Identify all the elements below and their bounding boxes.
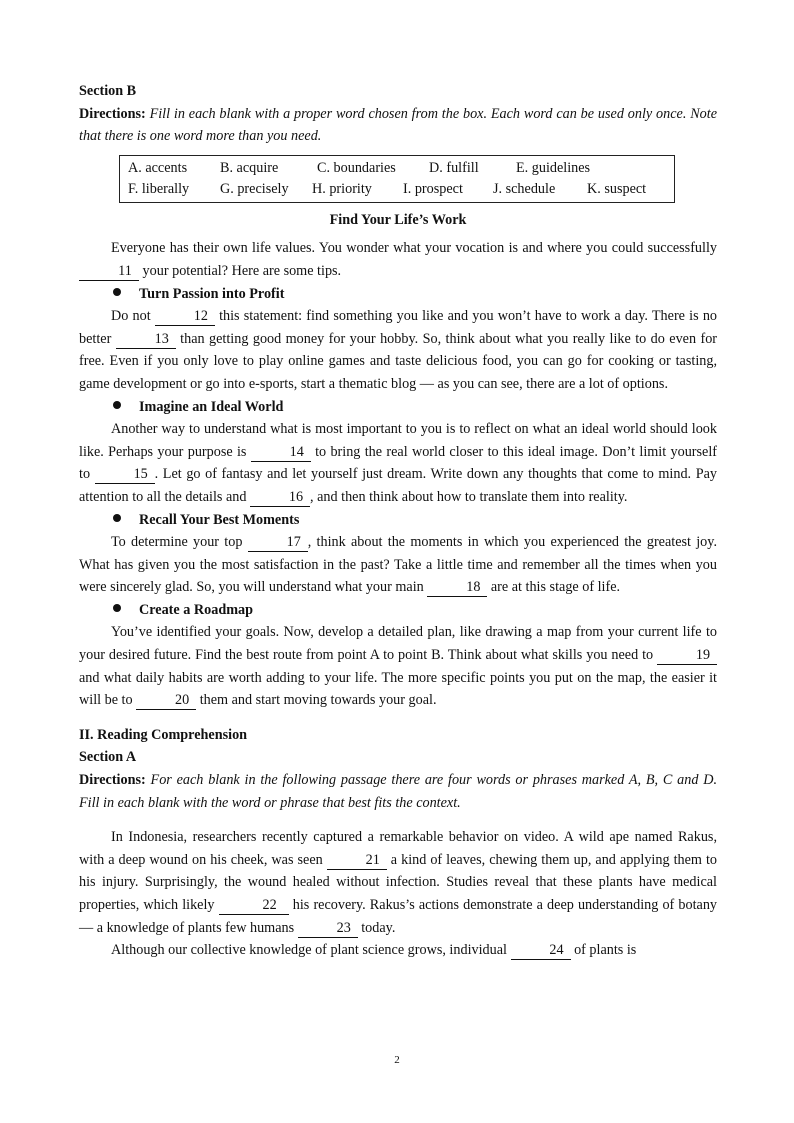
word-option: A. accents — [128, 159, 188, 176]
bullet-heading-4 — [79, 599, 717, 622]
text: Another way to understand what is most important to you is to reflect on what an ideal world should look like. Perhaps your purpose is — [79, 421, 717, 460]
bullet-dot-icon — [113, 401, 121, 409]
text: Do not — [111, 308, 151, 325]
bullet-dot-icon — [113, 288, 121, 296]
section-a-heading: Section A — [79, 749, 137, 766]
blank-16[interactable]: 16 — [250, 489, 310, 507]
bullet-text: Turn Passion into Profit — [139, 285, 285, 302]
paragraph-3 — [79, 418, 717, 508]
bullet-dot-icon — [113, 604, 121, 612]
blank-11[interactable]: 11 — [79, 263, 139, 281]
document-page — [79, 80, 717, 962]
text: , think about the moments in which you experienced the greatest joy. What has given you the most satisfaction in the past? Take a little time and remember all the times when you were sincerely glad. So, you will understand what your main — [79, 534, 717, 596]
text: a kind of leaves, chewing them up, and applying them to his injury. Surprisingly, the wound healed without infection. Studies reveal that these plants have medical properties, which likely — [79, 851, 718, 913]
directions-label: Directions: — [79, 105, 146, 122]
reading-paragraph-2 — [79, 939, 717, 962]
text: and what daily habits are worth adding to your life. The more specific points you put on the map, the easier it will be to — [79, 669, 717, 709]
word-option: B. acquire — [220, 159, 279, 176]
bullet-text: Imagine an Ideal World — [139, 398, 284, 415]
word-option: E. guidelines — [516, 159, 591, 176]
text: today. — [361, 919, 396, 936]
paragraph-1 — [79, 237, 717, 282]
text: this statement: find something you like and you won’t have to work a day. There is no better — [79, 308, 718, 347]
paragraph-5 — [79, 621, 717, 711]
word-option: F. liberally — [128, 180, 190, 197]
spacer — [79, 814, 717, 826]
section-b-heading: Section B — [79, 83, 137, 99]
word-option: K. suspect — [587, 180, 647, 197]
word-option: I. prospect — [403, 180, 463, 197]
word-box-row-1 — [128, 158, 674, 179]
word-option: H. priority — [312, 180, 372, 197]
paragraph-2 — [79, 305, 717, 395]
page-number: 2 — [394, 1054, 400, 1066]
blank-20[interactable]: 20 — [136, 692, 196, 710]
reading-heading: II. Reading Comprehension — [79, 726, 248, 743]
blank-18[interactable]: 18 — [427, 579, 487, 597]
blank-12[interactable]: 12 — [155, 308, 215, 326]
section-a-directions — [79, 769, 717, 814]
blank-23[interactable]: 23 — [298, 920, 358, 938]
text: than getting good money for your hobby. So, think about what you really like to do even for free. Even if you only love to play online games and taste delicious food, you can go for cooking or tasting, game development or go into e-sports, start a thematic blog — as you can see, there are a lot of options. — [79, 330, 718, 392]
directions-label: Directions: — [79, 772, 146, 789]
word-option: J. schedule — [493, 180, 556, 197]
text: of plants is — [574, 942, 637, 959]
bullet-heading-3 — [79, 509, 717, 532]
text: Although our collective knowledge of plant science grows, individual — [111, 942, 507, 959]
blank-13[interactable]: 13 — [116, 331, 176, 349]
text: to bring the real world closer to this ideal image. Don’t limit yourself to — [79, 443, 717, 483]
blank-22[interactable]: 22 — [219, 897, 289, 915]
paragraph-4 — [79, 531, 717, 599]
text: You’ve identified your goals. Now, develop a detailed plan, like drawing a map from your current life to your desired future. Find the best route from point A to point B. Think about what skills you need to — [79, 624, 717, 664]
spacer — [79, 712, 717, 724]
blank-24[interactable]: 24 — [511, 942, 571, 960]
directions-text: For each blank in the following passage there are four words or phrases marked A, B, C and D. Fill in each blank with the word or phrase that best fits the context. — [79, 772, 718, 811]
word-option: C. boundaries — [317, 159, 396, 176]
section-b-directions — [79, 103, 717, 148]
blank-17[interactable]: 17 — [248, 534, 308, 552]
blank-19[interactable]: 19 — [657, 647, 717, 665]
text: Everyone has their own life values. You wonder what your vocation is and where you could successfully — [111, 240, 717, 257]
word-box — [119, 155, 675, 203]
text: are at this stage of life. — [490, 579, 621, 596]
passage-title: Find Your Life’s Work — [329, 211, 467, 228]
bullet-dot-icon — [113, 514, 121, 522]
text: his recovery. Rakus’s actions demonstrate a deep understanding of botany — a knowledge of plants few humans — [79, 897, 718, 936]
word-option: D. fulfill — [429, 159, 479, 176]
reading-paragraph-1 — [79, 826, 717, 939]
bullet-text: Create a Roadmap — [139, 601, 254, 618]
bullet-heading-1 — [79, 283, 717, 306]
blank-14[interactable]: 14 — [251, 444, 311, 462]
text: your potential? Here are some tips. — [142, 262, 342, 279]
word-box-row-2 — [128, 179, 674, 200]
word-option: G. precisely — [220, 180, 289, 197]
blank-21[interactable]: 21 — [327, 852, 387, 870]
bullet-text: Recall Your Best Moments — [139, 511, 300, 528]
blank-15[interactable]: 15 — [95, 466, 155, 484]
directions-text: Fill in each blank with a proper word chosen from the box. Each word can be used only once. Note that there is one word more than you need. — [79, 105, 718, 145]
text: . Let go of fantasy and let yourself just dream. Write down any thoughts that come to mind. Pay attention to all the details and — [79, 466, 717, 505]
text: them and start moving towards your goal. — [199, 692, 437, 709]
text: In Indonesia, researchers recently captured a remarkable behavior on video. A wild ape named Rakus, with a deep wound on his cheek, was seen — [79, 829, 717, 868]
text: , and then think about how to translate them into reality. — [310, 488, 628, 505]
bullet-heading-2 — [79, 396, 717, 419]
text: To determine your top — [111, 534, 243, 551]
